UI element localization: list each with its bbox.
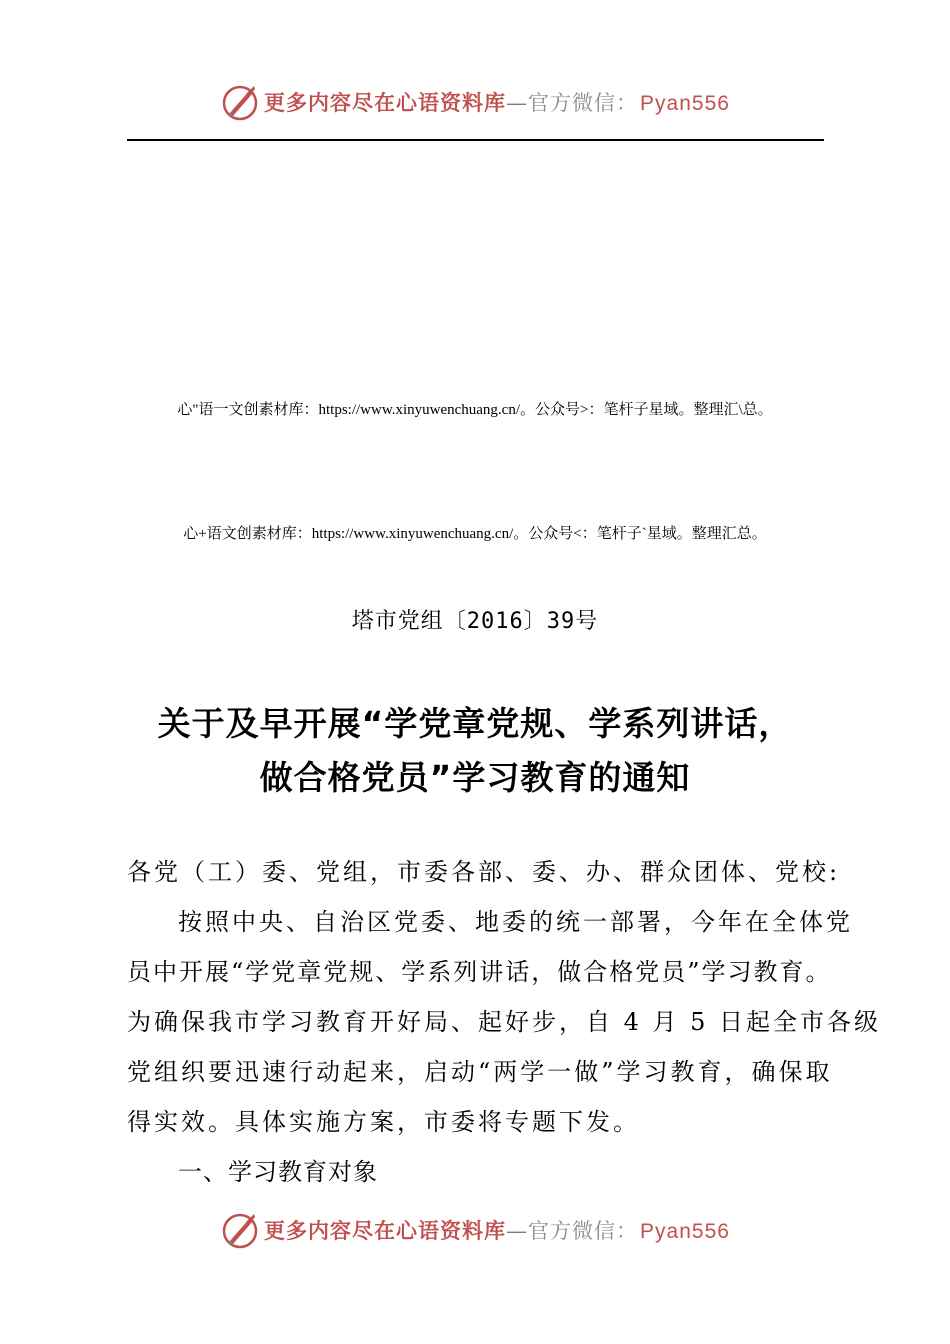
banner-site: 更多内容尽在心语资料库 [264,1218,507,1243]
quill-logo-icon [220,1210,260,1250]
paragraph-line: 得实效。具体实施方案，市委将专题下发。 [127,1108,640,1136]
document-number: 塔市党组〔2016〕39号 [351,609,599,634]
paragraph-line: 按照中央、自治区党委、地委的统一部署，今年在全体党 [178,908,853,936]
paragraph-line: 员中开展“学党章党规、学系列讲话，做合格党员”学习教育。 [127,958,832,986]
paragraph-line: 为确保我市学习教育开好局、起好步，自 4 月 5 日起全市各级 [127,1008,882,1036]
document-title-line-2: 做合格党员”学习教育的通知 [259,758,691,797]
footer-banner [0,1206,950,1254]
recipients-line: 各党（工）委、党组，市委各部、委、办、群众团体、党校: [127,858,841,886]
watermark-line-1: 心"语一文创素材库：https://www.xinyuwenchuang.cn/。公众号>：笔杆子星域。整理汇\总。 [177,402,773,418]
banner-site: 更多内容尽在心语资料库 [264,90,507,115]
watermark-line-2: 心+语文创素材库：https://www.xinyuwenchuang.cn/。公众号<：笔杆子`星域。整理汇总。 [183,526,767,542]
banner-text [264,1215,730,1245]
section-heading: 一、学习教育对象 [178,1158,378,1186]
banner-dash: — [506,1219,529,1243]
banner-wechat-id: Pyan556 [640,1220,730,1243]
quill-logo-icon [220,82,260,122]
document-title-line-1: 关于及早开展“学党章党规、学系列讲话， [157,704,793,743]
banner-text [264,87,730,117]
paragraph-line: 党组织要迅速行动起来，启动“两学一做”学习教育，确保取 [127,1058,833,1086]
banner-dash: — [506,91,529,115]
banner-wechat-label: 官方微信： [528,1219,639,1243]
header-banner [0,78,950,126]
banner-wechat-id: Pyan556 [640,92,730,115]
banner-wechat-label: 官方微信： [528,91,639,115]
header-divider [127,139,824,141]
